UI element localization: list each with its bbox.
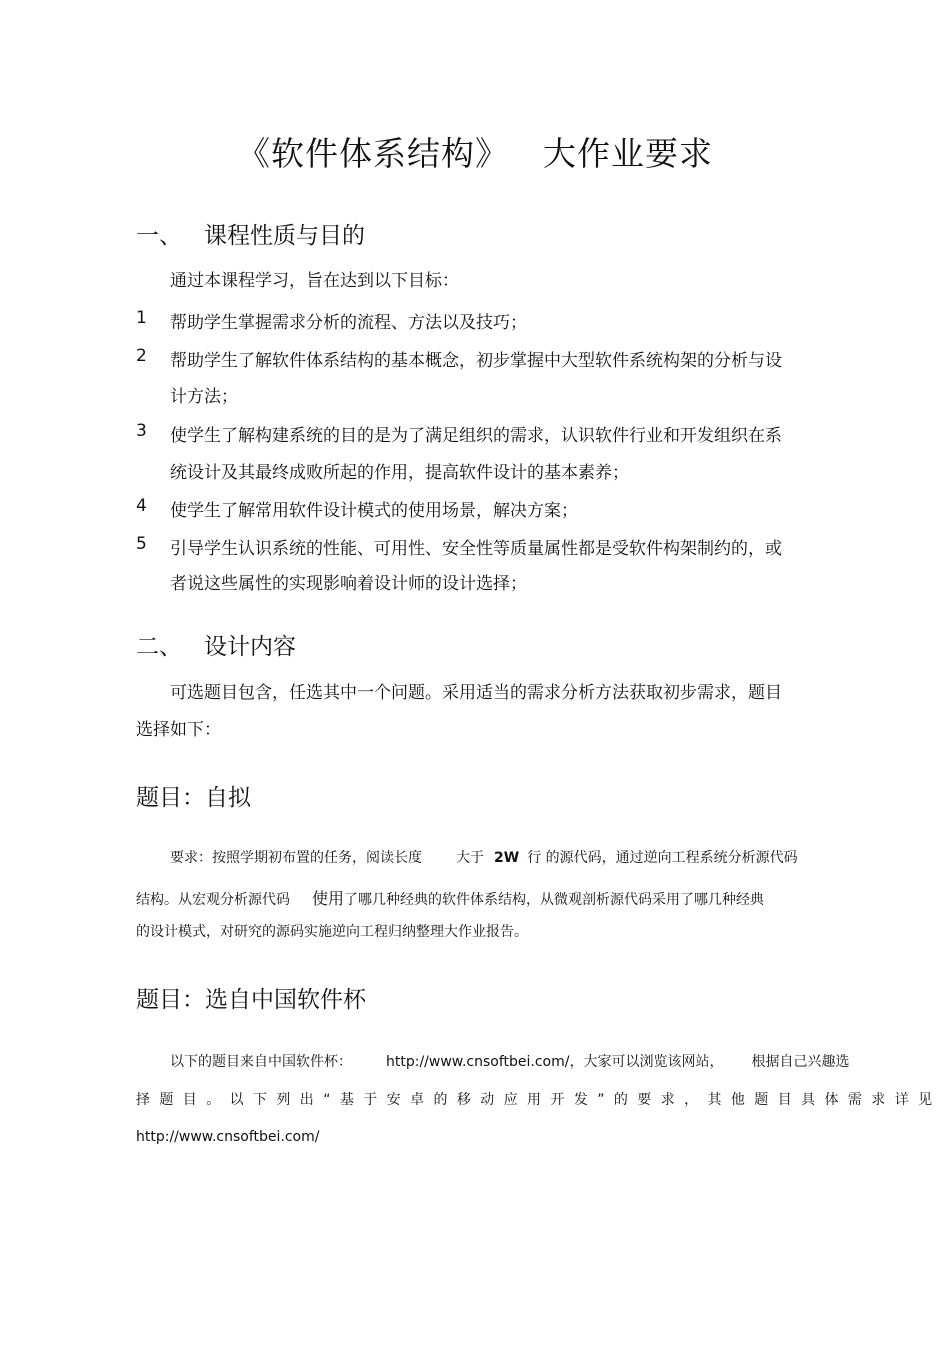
section1-intro: 通过本课程学习，旨在达到以下目标： [170,271,459,291]
list-item-number: 3 [136,421,147,441]
topic2-line2: 择题目。以下列出“基于安卓的移动应用开发”的要求，其他题目具体需求详见 [136,1092,942,1108]
topic1-text: 结构。从宏观分析源代码 [136,892,290,908]
section1-heading [136,217,365,250]
topic1-length: 2W [494,850,520,866]
topic2-line1 [170,1051,849,1071]
section2-paragraph-line1: 可选题目包含，任选其中一个问题。采用适当的需求分析方法获取初步需求，题目 [170,683,782,703]
list-item-text: 引导学生认识系统的性能、可用性、安全性等质量属性都是受软件构架制约的，或 [170,539,782,559]
section1-number: 一、 [136,223,182,249]
list-item-text-cont: 者说这些属性的实现影响着设计师的设计选择； [170,574,527,594]
topic1-text: 大于 [456,850,484,866]
list-item-text: 使学生了解构建系统的目的是为了满足组织的需求，认识软件行业和开发组织在系 [170,426,782,446]
topic2-text: 以下的题目来自中国软件杯： [170,1054,352,1070]
topic1-text: 行 的源代码，通过逆向工程系统分析源代码 [527,850,798,866]
section2-paragraph-line2: 选择如下： [136,720,221,740]
topic1-heading: 题目：自拟 [136,785,251,811]
cnsoftbei-link[interactable]: http://www.cnsoftbei.com/ [386,1054,570,1070]
topic2-heading: 题目：选自中国软件杯 [136,987,366,1013]
topic1-text: 了哪几种经典的软件体系结构，从微观剖析源代码采用了哪几种经典 [344,892,765,908]
list-item-text-cont: 计方法； [170,387,238,407]
topic1-text: 使用 [312,889,345,908]
section1-title: 课程性质与目的 [204,223,365,249]
list-item-text-cont: 统设计及其最终成败所起的作用，提高软件设计的基本素养； [170,463,629,483]
title-main: 《软件体系结构》 [237,134,509,173]
list-item-number: 4 [136,496,147,516]
list-item-number: 2 [136,346,147,366]
section2-heading [136,628,296,661]
title-sub: 大作业要求 [543,134,713,173]
list-item-text: 帮助学生了解软件体系结构的基本概念，初步掌握中大型软件系统构架的分析与设 [170,351,782,371]
topic1-line3: 的设计模式，对研究的源码实施逆向工程归纳整理大作业报告。 [136,924,528,940]
topic1-line2 [136,886,764,909]
list-item-text: 帮助学生掌握需求分析的流程、方法以及技巧； [170,313,527,333]
list-item-number: 5 [136,534,147,554]
list-item-number: 1 [136,308,147,328]
list-item-text: 使学生了解常用软件设计模式的使用场景，解决方案； [170,501,578,521]
topic1-line1 [170,847,798,867]
cnsoftbei-link[interactable]: http://www.cnsoftbei.com/ [136,1129,320,1145]
topic1-text: 要求：按照学期初布置的任务，阅读长度 [170,850,422,866]
page-title [0,128,950,175]
topic2-text: 根据自己兴趣选 [751,1054,850,1070]
topic2-text: ，大家可以浏览该网站， [569,1054,724,1070]
section2-title: 设计内容 [204,634,296,660]
section2-number: 二、 [136,634,182,660]
